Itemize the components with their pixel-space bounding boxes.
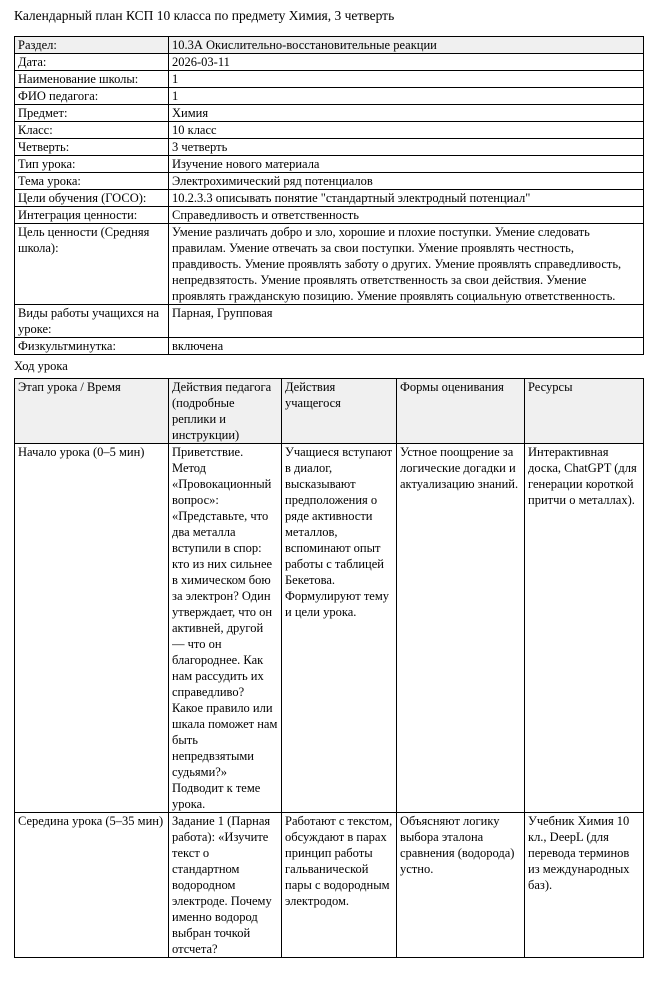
flow-cell-resources xyxy=(525,813,644,958)
table-row xyxy=(15,139,644,156)
assessment-text: Устное поощрение за логические догадки и актуализацию знаний. xyxy=(400,445,519,491)
info-row-value: Изучение нового материала xyxy=(169,156,644,173)
lesson-info-table xyxy=(14,36,644,355)
teacher-actions-text: Приветствие. Метод «Провокационный вопрос»: «Представьте, что два металла вступили в спор: кто из них сильнее в химическом бою за электрон? Один утверждает, что он активней, другой — что он благороднее. Как нам рассудить их справедливо? Какое правило или шкала поможет нам быть непредвзятыми судьями?» Подводит к теме урока. xyxy=(172,445,278,811)
stage-text: Середина урока (5–35 мин) xyxy=(18,814,164,828)
flow-cell-assessment xyxy=(397,444,525,813)
table-row xyxy=(15,54,644,71)
flow-cell-assessment xyxy=(397,813,525,958)
assessment-text: Объясняют логику выбора эталона сравнения (водорода) устно. xyxy=(400,814,515,876)
info-row-value: Парная, Групповая xyxy=(169,305,644,338)
section-heading: Ход урока xyxy=(14,359,68,373)
info-row-value: включена xyxy=(169,338,644,355)
table-header-row xyxy=(15,379,644,444)
flow-header-resources: Ресурсы xyxy=(525,379,644,444)
table-row xyxy=(15,444,644,813)
teacher-actions-text: Задание 1 (Парная работа): «Изучите текст о стандартном водородном электроде. Почему именно водород выбран точкой отсчета? xyxy=(172,814,272,956)
info-row-label: Интеграция ценности: xyxy=(15,207,169,224)
info-row-value: 10.3А Окислительно-восстановительные реакции xyxy=(169,37,644,54)
info-row-label: Виды работы учащихся на уроке: xyxy=(15,305,169,338)
student-actions-text: Работают с текстом, обсуждают в парах принцип работы гальванической пары с водородным электродом. xyxy=(285,814,393,908)
flow-cell-student xyxy=(282,813,397,958)
info-row-label: Тема урока: xyxy=(15,173,169,190)
info-row-value: Справедливость и ответственность xyxy=(169,207,644,224)
table-row xyxy=(15,224,644,305)
table-row xyxy=(15,37,644,54)
info-row-label: Раздел: xyxy=(15,37,169,54)
info-row-label: Наименование школы: xyxy=(15,71,169,88)
info-row-value: 10.2.3.3 описывать понятие "стандартный электродный потенциал" xyxy=(169,190,644,207)
table-row xyxy=(15,207,644,224)
resources-text: Учебник Химия 10 кл., DeepL (для перевода терминов из международных баз). xyxy=(528,814,630,892)
flow-cell-teacher xyxy=(169,444,282,813)
info-row-label: Цели обучения (ГОСО): xyxy=(15,190,169,207)
table-row xyxy=(15,338,644,355)
table-row xyxy=(15,173,644,190)
info-row-value: 1 xyxy=(169,71,644,88)
table-row xyxy=(15,88,644,105)
info-row-label: Физкультминутка: xyxy=(15,338,169,355)
table-row xyxy=(15,813,644,958)
table-row xyxy=(15,156,644,173)
info-row-value: 10 класс xyxy=(169,122,644,139)
student-actions-text: Учащиеся вступают в диалог, высказывают предположения о ряде активности металлов, вспоминают опыт работы с таблицей Бекетова. Формулируют тему и цели урока. xyxy=(285,445,393,619)
flow-header-teacher: Действия педагога (подробные реплики и инструкции) xyxy=(169,379,282,444)
page-title: Календарный план КСП 10 класса по предмету Химия, 3 четверть xyxy=(14,8,395,23)
flow-cell-stage xyxy=(15,813,169,958)
info-row-value: Умение различать добро и зло, хорошие и плохие поступки. Умение следовать правилам. Умение отвечать за свои поступки. Умение проявлять честность, правдивость. Умение проявлять заботу о других. Умение проявлять справедливость, непредвзятость. Умение проявлять ответственность за свои действия. Умение проявлять гражданскую позицию. Умение проявлять социальную ответственность. xyxy=(169,224,644,305)
info-row-value: 1 xyxy=(169,88,644,105)
stage-text: Начало урока (0–5 мин) xyxy=(18,445,145,459)
info-row-value: Химия xyxy=(169,105,644,122)
table-row xyxy=(15,190,644,207)
flow-header-student: Действия учащегося xyxy=(282,379,397,444)
table-row xyxy=(15,105,644,122)
table-row xyxy=(15,305,644,338)
info-row-label: Четверть: xyxy=(15,139,169,156)
info-row-label: Класс: xyxy=(15,122,169,139)
resources-text: Интерактивная доска, ChatGPT (для генерации короткой притчи о металлах). xyxy=(528,445,637,507)
info-row-label: Тип урока: xyxy=(15,156,169,173)
info-row-label: Дата: xyxy=(15,54,169,71)
flow-header-assessment: Формы оценивания xyxy=(397,379,525,444)
info-row-value: 2026-03-11 xyxy=(169,54,644,71)
table-row xyxy=(15,122,644,139)
flow-cell-teacher xyxy=(169,813,282,958)
flow-cell-stage xyxy=(15,444,169,813)
flow-cell-student xyxy=(282,444,397,813)
table-row xyxy=(15,71,644,88)
flow-cell-resources xyxy=(525,444,644,813)
info-row-label: Цель ценности (Средняя школа): xyxy=(15,224,169,305)
info-row-label: ФИО педагога: xyxy=(15,88,169,105)
info-row-value: Электрохимический ряд потенциалов xyxy=(169,173,644,190)
lesson-flow-table xyxy=(14,378,644,958)
info-row-value: 3 четверть xyxy=(169,139,644,156)
flow-header-stage: Этап урока / Время xyxy=(15,379,169,444)
info-row-label: Предмет: xyxy=(15,105,169,122)
